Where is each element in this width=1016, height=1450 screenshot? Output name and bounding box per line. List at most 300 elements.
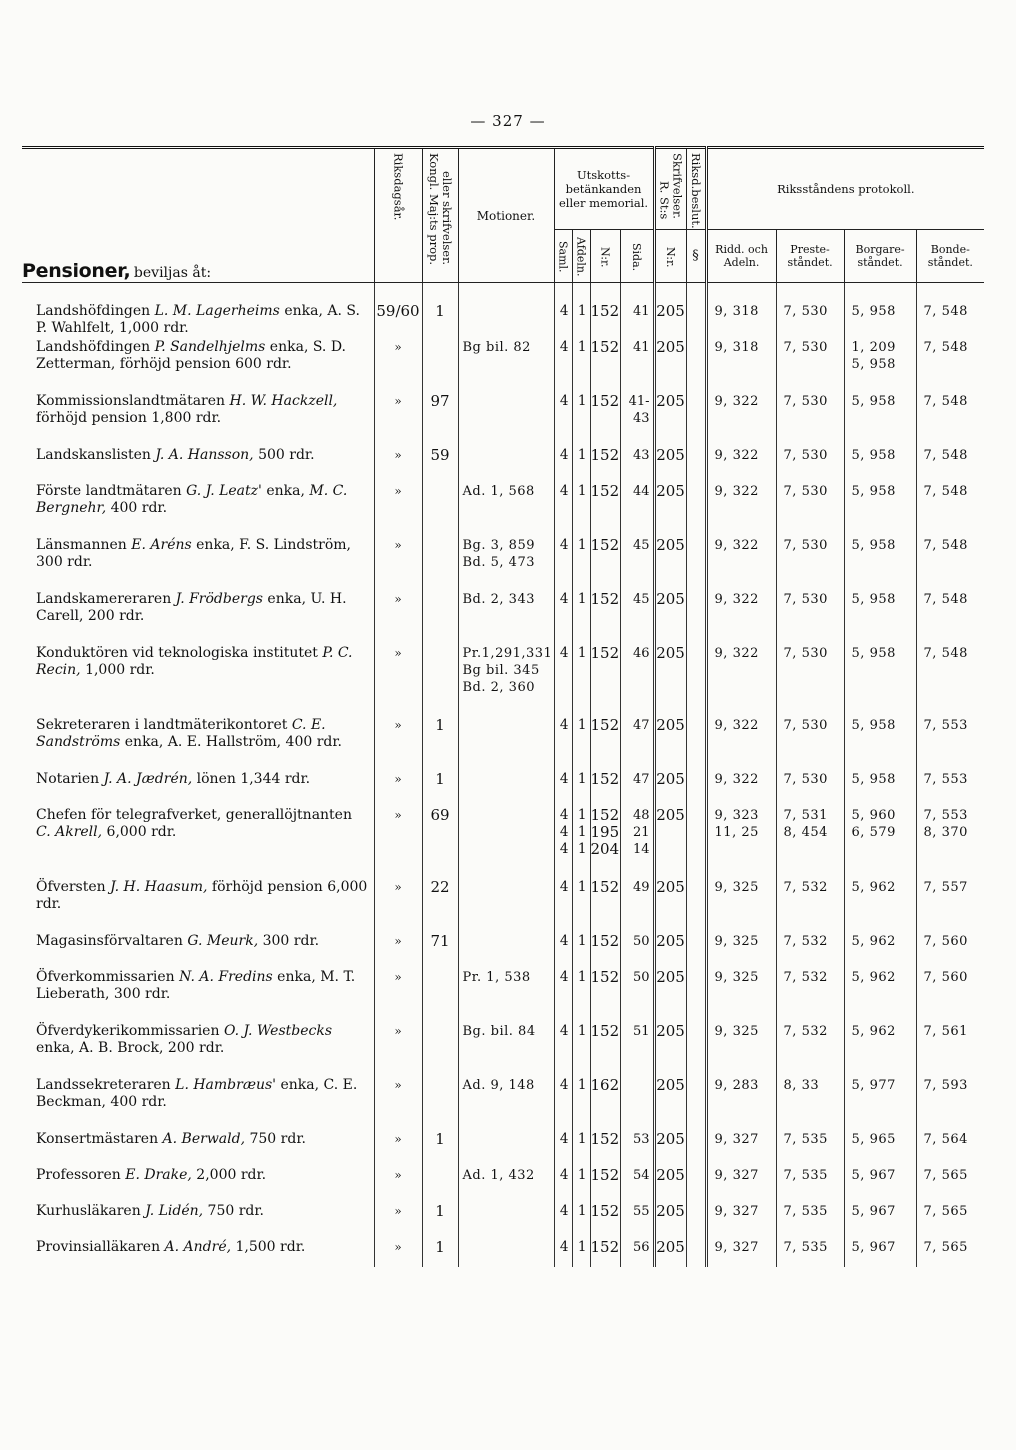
table-row xyxy=(22,1021,984,1075)
afdeln-value: 1 xyxy=(577,1239,587,1255)
row-year xyxy=(374,1129,422,1165)
borgare-value: 5, 958 xyxy=(851,304,896,319)
row-sida xyxy=(620,1129,654,1165)
row-nr xyxy=(590,715,620,769)
col-kongl: Kongl. Maj:ts prop.eller skrifvelser. xyxy=(422,148,458,283)
saml-value: 4 xyxy=(559,807,569,823)
year-value: » xyxy=(394,1132,402,1146)
table-row xyxy=(22,1165,984,1201)
ridd-value: 9, 327 xyxy=(714,1132,759,1147)
bonde-value: 7, 553 xyxy=(923,772,968,787)
row-sida xyxy=(620,445,654,481)
table-row xyxy=(22,931,984,967)
row-sida xyxy=(620,715,654,769)
kongl-value: 1 xyxy=(435,1238,445,1256)
nr-value: 152 xyxy=(590,770,620,788)
row-kongl xyxy=(422,931,458,967)
row-year xyxy=(374,535,422,589)
description-text: Länsmannen xyxy=(36,537,132,553)
row-saml xyxy=(554,1165,572,1201)
row-afdeln xyxy=(572,445,590,481)
borgare-value: 5, 962 xyxy=(851,934,896,949)
sida-value: 45 xyxy=(632,538,650,553)
row-preste xyxy=(776,1021,844,1075)
row-year xyxy=(374,283,422,337)
row-description xyxy=(22,535,374,589)
row-bonde xyxy=(916,589,984,643)
row-motioner xyxy=(458,1075,554,1129)
row-riksd-beslut xyxy=(686,1201,706,1237)
sida-value: 47 xyxy=(632,718,650,733)
row-preste xyxy=(776,643,844,715)
year-value: » xyxy=(394,1240,402,1254)
row-ridd xyxy=(706,643,776,715)
nr-value: 152 xyxy=(590,1022,620,1040)
pension-table xyxy=(22,146,984,1267)
bonde-value: 7, 564 xyxy=(923,1132,968,1147)
description-name: A. André, xyxy=(164,1239,232,1255)
rsts-nr-value: 205 xyxy=(656,1238,685,1256)
row-rsts-nr xyxy=(654,1201,686,1237)
rsts-nr-value: 205 xyxy=(656,932,685,950)
borgare-value: 5, 958 xyxy=(851,646,896,661)
row-afdeln xyxy=(572,769,590,805)
row-preste xyxy=(776,967,844,1021)
row-saml xyxy=(554,1237,572,1267)
borgare-value: 5, 962 xyxy=(851,880,896,895)
col-nr: N:r. xyxy=(590,230,620,283)
row-preste xyxy=(776,1075,844,1129)
row-motioner xyxy=(458,589,554,643)
col-bonde: Bonde- ståndet. xyxy=(916,230,984,283)
row-rsts-nr xyxy=(654,445,686,481)
borgare-value: 5, 958 xyxy=(851,357,896,372)
table-row xyxy=(22,1201,984,1237)
motion-ref: Pr.1,291,331 xyxy=(462,646,553,661)
description-name: E. Drake, xyxy=(125,1167,192,1183)
sida-value: 21 xyxy=(632,825,650,840)
description-text: enka, S. D. Zetterman, förhöjd pension 600 rdr. xyxy=(36,339,347,372)
row-rsts-nr xyxy=(654,877,686,931)
row-description xyxy=(22,1165,374,1201)
rsts-nr-value: 205 xyxy=(656,968,685,986)
year-value: 59/60 xyxy=(376,302,420,320)
row-saml xyxy=(554,481,572,535)
row-sida xyxy=(620,391,654,445)
description-text: enka, xyxy=(261,483,310,499)
year-value: » xyxy=(394,808,402,822)
description-text: enka, F. S. Lindström, 300 rdr. xyxy=(36,537,352,570)
rsts-nr-value: 205 xyxy=(656,536,685,554)
nr-value: 152 xyxy=(590,878,620,896)
row-nr xyxy=(590,337,620,391)
row-nr xyxy=(590,589,620,643)
row-preste xyxy=(776,337,844,391)
description-name: G. Meurk, xyxy=(187,933,259,949)
saml-value: 4 xyxy=(559,447,569,463)
row-saml xyxy=(554,1201,572,1237)
row-bonde xyxy=(916,445,984,481)
row-saml xyxy=(554,877,572,931)
section-title: Pensioner, xyxy=(22,260,131,282)
row-nr xyxy=(590,877,620,931)
kongl-value: 97 xyxy=(430,392,450,410)
borgare-value: 5, 965 xyxy=(851,1132,896,1147)
row-sida xyxy=(620,535,654,589)
row-riksd-beslut xyxy=(686,1129,706,1165)
afdeln-value: 1 xyxy=(577,1077,587,1093)
row-borgare xyxy=(844,481,916,535)
description-text: Öfverkommissarien xyxy=(36,969,180,985)
table-row xyxy=(22,1237,984,1267)
row-afdeln xyxy=(572,967,590,1021)
motion-ref: Bg. 3, 859 xyxy=(462,538,535,553)
afdeln-value: 1 xyxy=(577,717,587,733)
sida-value: 55 xyxy=(632,1204,650,1219)
row-preste xyxy=(776,481,844,535)
table-row xyxy=(22,805,984,877)
preste-value: 7, 530 xyxy=(783,772,828,787)
description-text: 750 rdr. xyxy=(245,1131,306,1147)
borgare-value: 5, 958 xyxy=(851,484,896,499)
ridd-value: 9, 325 xyxy=(714,934,759,949)
table-row xyxy=(22,283,984,337)
row-year xyxy=(374,715,422,769)
saml-value: 4 xyxy=(559,483,569,499)
row-riksd-beslut xyxy=(686,769,706,805)
rsts-nr-value: 205 xyxy=(656,338,685,356)
description-name: G. J. Leatz' xyxy=(186,483,262,499)
row-rsts-nr xyxy=(654,391,686,445)
motion-ref: Ad. 9, 148 xyxy=(462,1078,535,1093)
rsts-nr-value: 205 xyxy=(656,446,685,464)
ridd-value: 9, 318 xyxy=(714,304,759,319)
borgare-value: 5, 977 xyxy=(851,1078,896,1093)
sida-value: 41-43 xyxy=(628,394,650,426)
rsts-nr-value: 205 xyxy=(656,590,685,608)
description-name: C. Akrell, xyxy=(36,824,103,840)
row-rsts-nr xyxy=(654,1165,686,1201)
row-riksd-beslut xyxy=(686,877,706,931)
row-borgare xyxy=(844,967,916,1021)
description-text: enka, A. S. P. Wahlfelt, 1,000 rdr. xyxy=(36,303,360,336)
row-sida xyxy=(620,589,654,643)
row-riksd-beslut xyxy=(686,391,706,445)
table-row xyxy=(22,391,984,445)
description-name: E. Aréns xyxy=(131,537,192,553)
description-name: P. Sandelhjelms xyxy=(154,339,266,355)
preste-value: 7, 530 xyxy=(783,592,828,607)
year-value: » xyxy=(394,646,402,660)
row-rsts-nr xyxy=(654,283,686,337)
preste-value: 7, 530 xyxy=(783,340,828,355)
saml-value: 4 xyxy=(559,303,569,319)
borgare-value: 5, 958 xyxy=(851,772,896,787)
row-description xyxy=(22,445,374,481)
col-preste: Preste- ståndet. xyxy=(776,230,844,283)
sida-value: 45 xyxy=(632,592,650,607)
ridd-value: 9, 323 xyxy=(714,808,759,823)
kongl-value: 59 xyxy=(430,446,450,464)
row-afdeln xyxy=(572,337,590,391)
preste-value: 7, 532 xyxy=(783,880,828,895)
saml-value: 4 xyxy=(559,1203,569,1219)
sida-value: 51 xyxy=(632,1024,650,1039)
nr-value: 152 xyxy=(590,1238,620,1256)
row-nr xyxy=(590,1129,620,1165)
ridd-value: 9, 322 xyxy=(714,718,759,733)
description-text: Magasinsförvaltaren xyxy=(36,933,188,949)
saml-value: 4 xyxy=(559,841,569,857)
row-rsts-nr xyxy=(654,1075,686,1129)
description-name: M. C. Bergnehr, xyxy=(36,483,348,516)
saml-value: 4 xyxy=(559,1077,569,1093)
row-saml xyxy=(554,283,572,337)
nr-value: 152 xyxy=(590,338,620,356)
sida-value: 49 xyxy=(632,880,650,895)
row-preste xyxy=(776,805,844,877)
row-ridd xyxy=(706,481,776,535)
row-preste xyxy=(776,589,844,643)
ridd-value: 9, 322 xyxy=(714,484,759,499)
description-name: H. W. Hackzell, xyxy=(229,393,338,409)
description-text: Professoren xyxy=(36,1167,126,1183)
row-saml xyxy=(554,589,572,643)
rsts-nr-value: 205 xyxy=(656,1076,685,1094)
description-text: enka, A. E. Hallström, 400 rdr. xyxy=(120,734,342,750)
row-riksd-beslut xyxy=(686,1075,706,1129)
row-borgare xyxy=(844,877,916,931)
saml-value: 4 xyxy=(559,1239,569,1255)
preste-value: 7, 532 xyxy=(783,934,828,949)
borgare-value: 5, 962 xyxy=(851,1024,896,1039)
row-borgare xyxy=(844,337,916,391)
row-sida xyxy=(620,1021,654,1075)
row-year xyxy=(374,967,422,1021)
row-bonde xyxy=(916,283,984,337)
motion-ref: Bg bil. 82 xyxy=(462,340,531,355)
year-value: » xyxy=(394,340,402,354)
row-bonde xyxy=(916,877,984,931)
row-saml xyxy=(554,1021,572,1075)
row-borgare xyxy=(844,1129,916,1165)
row-preste xyxy=(776,391,844,445)
sida-value: 53 xyxy=(632,1132,650,1147)
row-rsts-nr xyxy=(654,589,686,643)
row-year xyxy=(374,337,422,391)
row-ridd xyxy=(706,445,776,481)
description-text: Konduktören vid teknologiska institutet xyxy=(36,645,323,661)
borgare-value: 5, 958 xyxy=(851,592,896,607)
afdeln-value: 1 xyxy=(577,393,587,409)
description-text: Landskanslisten xyxy=(36,447,156,463)
kongl-value: 69 xyxy=(430,806,450,824)
row-riksd-beslut xyxy=(686,589,706,643)
section-suffix: beviljas åt: xyxy=(133,265,212,281)
motion-ref: Ad. 1, 568 xyxy=(462,484,535,499)
bonde-value: 7, 557 xyxy=(923,880,968,895)
bonde-value: 7, 560 xyxy=(923,934,968,949)
motion-ref: Bd. 2, 343 xyxy=(462,592,535,607)
motion-ref: Bg. bil. 84 xyxy=(462,1024,536,1039)
bonde-value: 7, 548 xyxy=(923,592,968,607)
description-text: enka, C. E. Beckman, 400 rdr. xyxy=(36,1077,358,1110)
row-ridd xyxy=(706,283,776,337)
row-ridd xyxy=(706,967,776,1021)
afdeln-value: 1 xyxy=(577,879,587,895)
saml-value: 4 xyxy=(559,1131,569,1147)
row-description xyxy=(22,1237,374,1267)
row-borgare xyxy=(844,1165,916,1201)
ridd-value: 9, 325 xyxy=(714,880,759,895)
row-year xyxy=(374,589,422,643)
year-value: » xyxy=(394,772,402,786)
row-year xyxy=(374,1165,422,1201)
row-motioner xyxy=(458,535,554,589)
ridd-value: 9, 322 xyxy=(714,772,759,787)
row-nr xyxy=(590,1201,620,1237)
borgare-value: 5, 967 xyxy=(851,1204,896,1219)
description-name: J. A. Hansson, xyxy=(155,447,254,463)
description-text: Kommissionslandtmätaren xyxy=(36,393,230,409)
bonde-value: 7, 548 xyxy=(923,646,968,661)
row-borgare xyxy=(844,715,916,769)
row-motioner xyxy=(458,643,554,715)
preste-value: 8, 454 xyxy=(783,825,828,840)
description-text: Landshöfdingen xyxy=(36,339,155,355)
saml-value: 4 xyxy=(559,969,569,985)
row-saml xyxy=(554,931,572,967)
motion-ref: Bd. 2, 360 xyxy=(462,680,535,695)
year-value: » xyxy=(394,1168,402,1182)
saml-value: 4 xyxy=(559,771,569,787)
preste-value: 7, 530 xyxy=(783,304,828,319)
row-preste xyxy=(776,769,844,805)
saml-value: 4 xyxy=(559,645,569,661)
rsts-nr-value: 205 xyxy=(656,770,685,788)
afdeln-value: 1 xyxy=(577,537,587,553)
ridd-value: 9, 322 xyxy=(714,538,759,553)
year-value: » xyxy=(394,880,402,894)
preste-value: 7, 530 xyxy=(783,646,828,661)
row-motioner xyxy=(458,1237,554,1267)
row-bonde xyxy=(916,1075,984,1129)
bonde-value: 7, 548 xyxy=(923,448,968,463)
sida-value: 14 xyxy=(632,842,650,857)
nr-value: 152 xyxy=(590,1130,620,1148)
description-text: Landskamereraren xyxy=(36,591,176,607)
sida-value: 47 xyxy=(632,772,650,787)
motion-ref: Bd. 5, 473 xyxy=(462,555,535,570)
row-preste xyxy=(776,1237,844,1267)
row-kongl xyxy=(422,337,458,391)
row-preste xyxy=(776,283,844,337)
row-sida xyxy=(620,1075,654,1129)
preste-value: 7, 535 xyxy=(783,1132,828,1147)
nr-value: 152 xyxy=(590,392,620,410)
row-saml xyxy=(554,445,572,481)
ridd-value: 9, 283 xyxy=(714,1078,759,1093)
kongl-value: 22 xyxy=(430,878,450,896)
description-name: L. M. Lagerheims xyxy=(154,303,280,319)
row-sida xyxy=(620,967,654,1021)
preste-value: 8, 33 xyxy=(783,1078,820,1093)
row-rsts-nr xyxy=(654,715,686,769)
afdeln-value: 1 xyxy=(577,339,587,355)
row-ridd xyxy=(706,337,776,391)
year-value: » xyxy=(394,970,402,984)
description-text: Öfverdykerikommissarien xyxy=(36,1023,224,1039)
borgare-value: 5, 958 xyxy=(851,394,896,409)
description-text: 1,000 rdr. xyxy=(80,662,155,678)
row-description xyxy=(22,769,374,805)
row-kongl xyxy=(422,283,458,337)
row-riksd-beslut xyxy=(686,967,706,1021)
saml-value: 4 xyxy=(559,537,569,553)
description-text: 500 rdr. xyxy=(253,447,315,463)
table-row xyxy=(22,535,984,589)
row-year xyxy=(374,805,422,877)
row-rsts-nr xyxy=(654,1021,686,1075)
description-name: P. C. Recin, xyxy=(36,645,353,678)
afdeln-value: 1 xyxy=(577,1023,587,1039)
afdeln-value: 1 xyxy=(577,303,587,319)
row-sida xyxy=(620,931,654,967)
row-description xyxy=(22,931,374,967)
row-bonde xyxy=(916,1021,984,1075)
row-ridd xyxy=(706,931,776,967)
row-nr xyxy=(590,967,620,1021)
saml-value: 4 xyxy=(559,1167,569,1183)
bonde-value: 7, 548 xyxy=(923,394,968,409)
table-row xyxy=(22,967,984,1021)
year-value: » xyxy=(394,484,402,498)
borgare-value: 5, 967 xyxy=(851,1168,896,1183)
bonde-value: 7, 565 xyxy=(923,1168,968,1183)
sida-value: 48 xyxy=(632,808,650,823)
ridd-value: 11, 25 xyxy=(714,825,759,840)
row-ridd xyxy=(706,805,776,877)
row-ridd xyxy=(706,1237,776,1267)
row-sida xyxy=(620,769,654,805)
description-text: förhöjd pension 6,000 rdr. xyxy=(36,879,368,912)
row-sida xyxy=(620,1237,654,1267)
sida-value: 44 xyxy=(632,484,650,499)
row-saml xyxy=(554,805,572,877)
row-ridd xyxy=(706,1021,776,1075)
col-rsts: R. St:sSkrifvelser. xyxy=(654,148,686,230)
borgare-value: 5, 958 xyxy=(851,718,896,733)
description-name: J. H. Haasum, xyxy=(110,879,208,895)
row-year xyxy=(374,769,422,805)
row-rsts-nr xyxy=(654,1237,686,1267)
row-nr xyxy=(590,805,620,877)
saml-value: 4 xyxy=(559,1023,569,1039)
preste-value: 7, 530 xyxy=(783,484,828,499)
preste-value: 7, 530 xyxy=(783,448,828,463)
row-year xyxy=(374,877,422,931)
table-row xyxy=(22,337,984,391)
nr-value: 152 xyxy=(590,536,620,554)
ridd-value: 9, 325 xyxy=(714,970,759,985)
row-description xyxy=(22,877,374,931)
row-kongl xyxy=(422,805,458,877)
row-motioner xyxy=(458,391,554,445)
row-riksd-beslut xyxy=(686,931,706,967)
description-text: Provinsialläkaren xyxy=(36,1239,165,1255)
preste-value: 7, 530 xyxy=(783,538,828,553)
description-name: J. Lidén, xyxy=(145,1203,204,1219)
